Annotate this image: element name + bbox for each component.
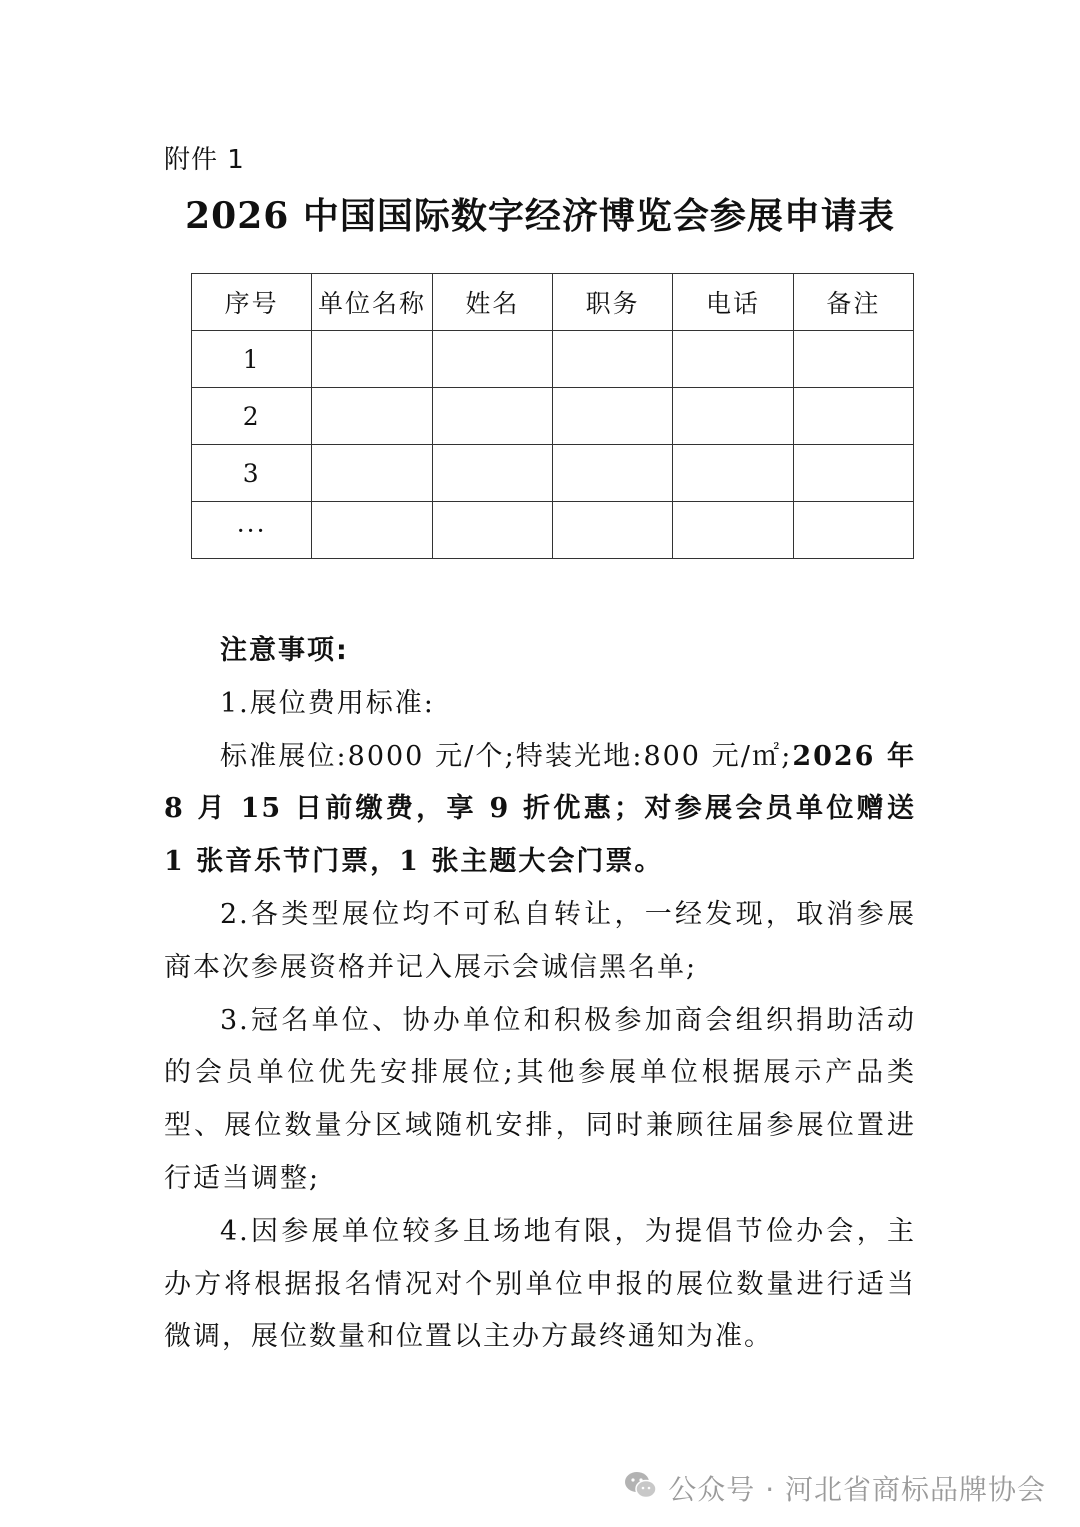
page-title: 2026 中国国际数字经济博览会参展申请表 [185,195,895,237]
table-row [192,388,914,445]
table-cell: 2 [192,388,312,445]
table-cell [793,502,913,559]
table-cell [673,445,793,502]
note-item-2: 2.各类型展位均不可私自转让，一经发现，取消参展商本次参展资格并记入展示会诚信黑名单; [164,898,916,983]
column-header-remarks: 备注 [793,274,913,331]
note-item-3: 3.冠名单位、协办单位和积极参加商会组织捐助活动的会员单位优先安排展位;其他参展单位根据展示产品类型、展位数量分区域随机安排，同时兼顾往届参展位置进行适当调整; [164,1004,916,1194]
table-cell: 1 [192,331,312,388]
table-cell [432,445,552,502]
notes-section [164,625,916,1364]
note-item-1-body [164,731,916,889]
table-cell [552,445,672,502]
table-cell [793,331,913,388]
attachment-label: 附件 1 [164,145,245,175]
table-header-row [192,274,914,331]
column-header-index: 序号 [192,274,312,331]
column-header-phone: 电话 [673,274,793,331]
table-cell [673,331,793,388]
table-cell [432,331,552,388]
application-table [191,273,914,559]
watermark-text: 公众号 · 河北省商标品牌协会 [668,1473,1046,1506]
table-cell [432,502,552,559]
table-cell: 3 [192,445,312,502]
table-row [192,502,914,559]
column-header-position: 职务 [552,274,672,331]
notes-heading: 注意事项: [220,635,349,666]
note-item-1-title: 1.展位费用标准: [220,687,435,719]
fee-standard-text: 标准展位:8000 元/个;特装光地:800 元/㎡; [220,740,793,772]
table-cell [673,388,793,445]
table-cell [793,388,913,445]
column-header-name: 姓名 [432,274,552,331]
table-cell [312,502,432,559]
table-row [192,331,914,388]
table-cell [312,331,432,388]
table-cell [312,388,432,445]
watermark [624,1468,1046,1508]
table-cell [432,388,552,445]
table-cell [552,388,672,445]
table-cell [312,445,432,502]
wechat-icon [624,1470,658,1507]
table-cell [673,502,793,559]
table-cell [552,502,672,559]
table-cell: ··· [192,502,312,559]
table-row [192,445,914,502]
column-header-company: 单位名称 [312,274,432,331]
table-cell [552,331,672,388]
note-item-4: 4.因参展单位较多且场地有限，为提倡节俭办会，主办方将根据报名情况对个别单位申报的展位数量进行适当微调，展位数量和位置以主办方最终通知为准。 [164,1215,916,1353]
discount-text: 2026 年 8 月 15 日前缴费，享 9 折优惠；对参展会员单位赠送 1 张音乐节门票，1 张主题大会门票。 [164,740,916,878]
table-cell [793,445,913,502]
